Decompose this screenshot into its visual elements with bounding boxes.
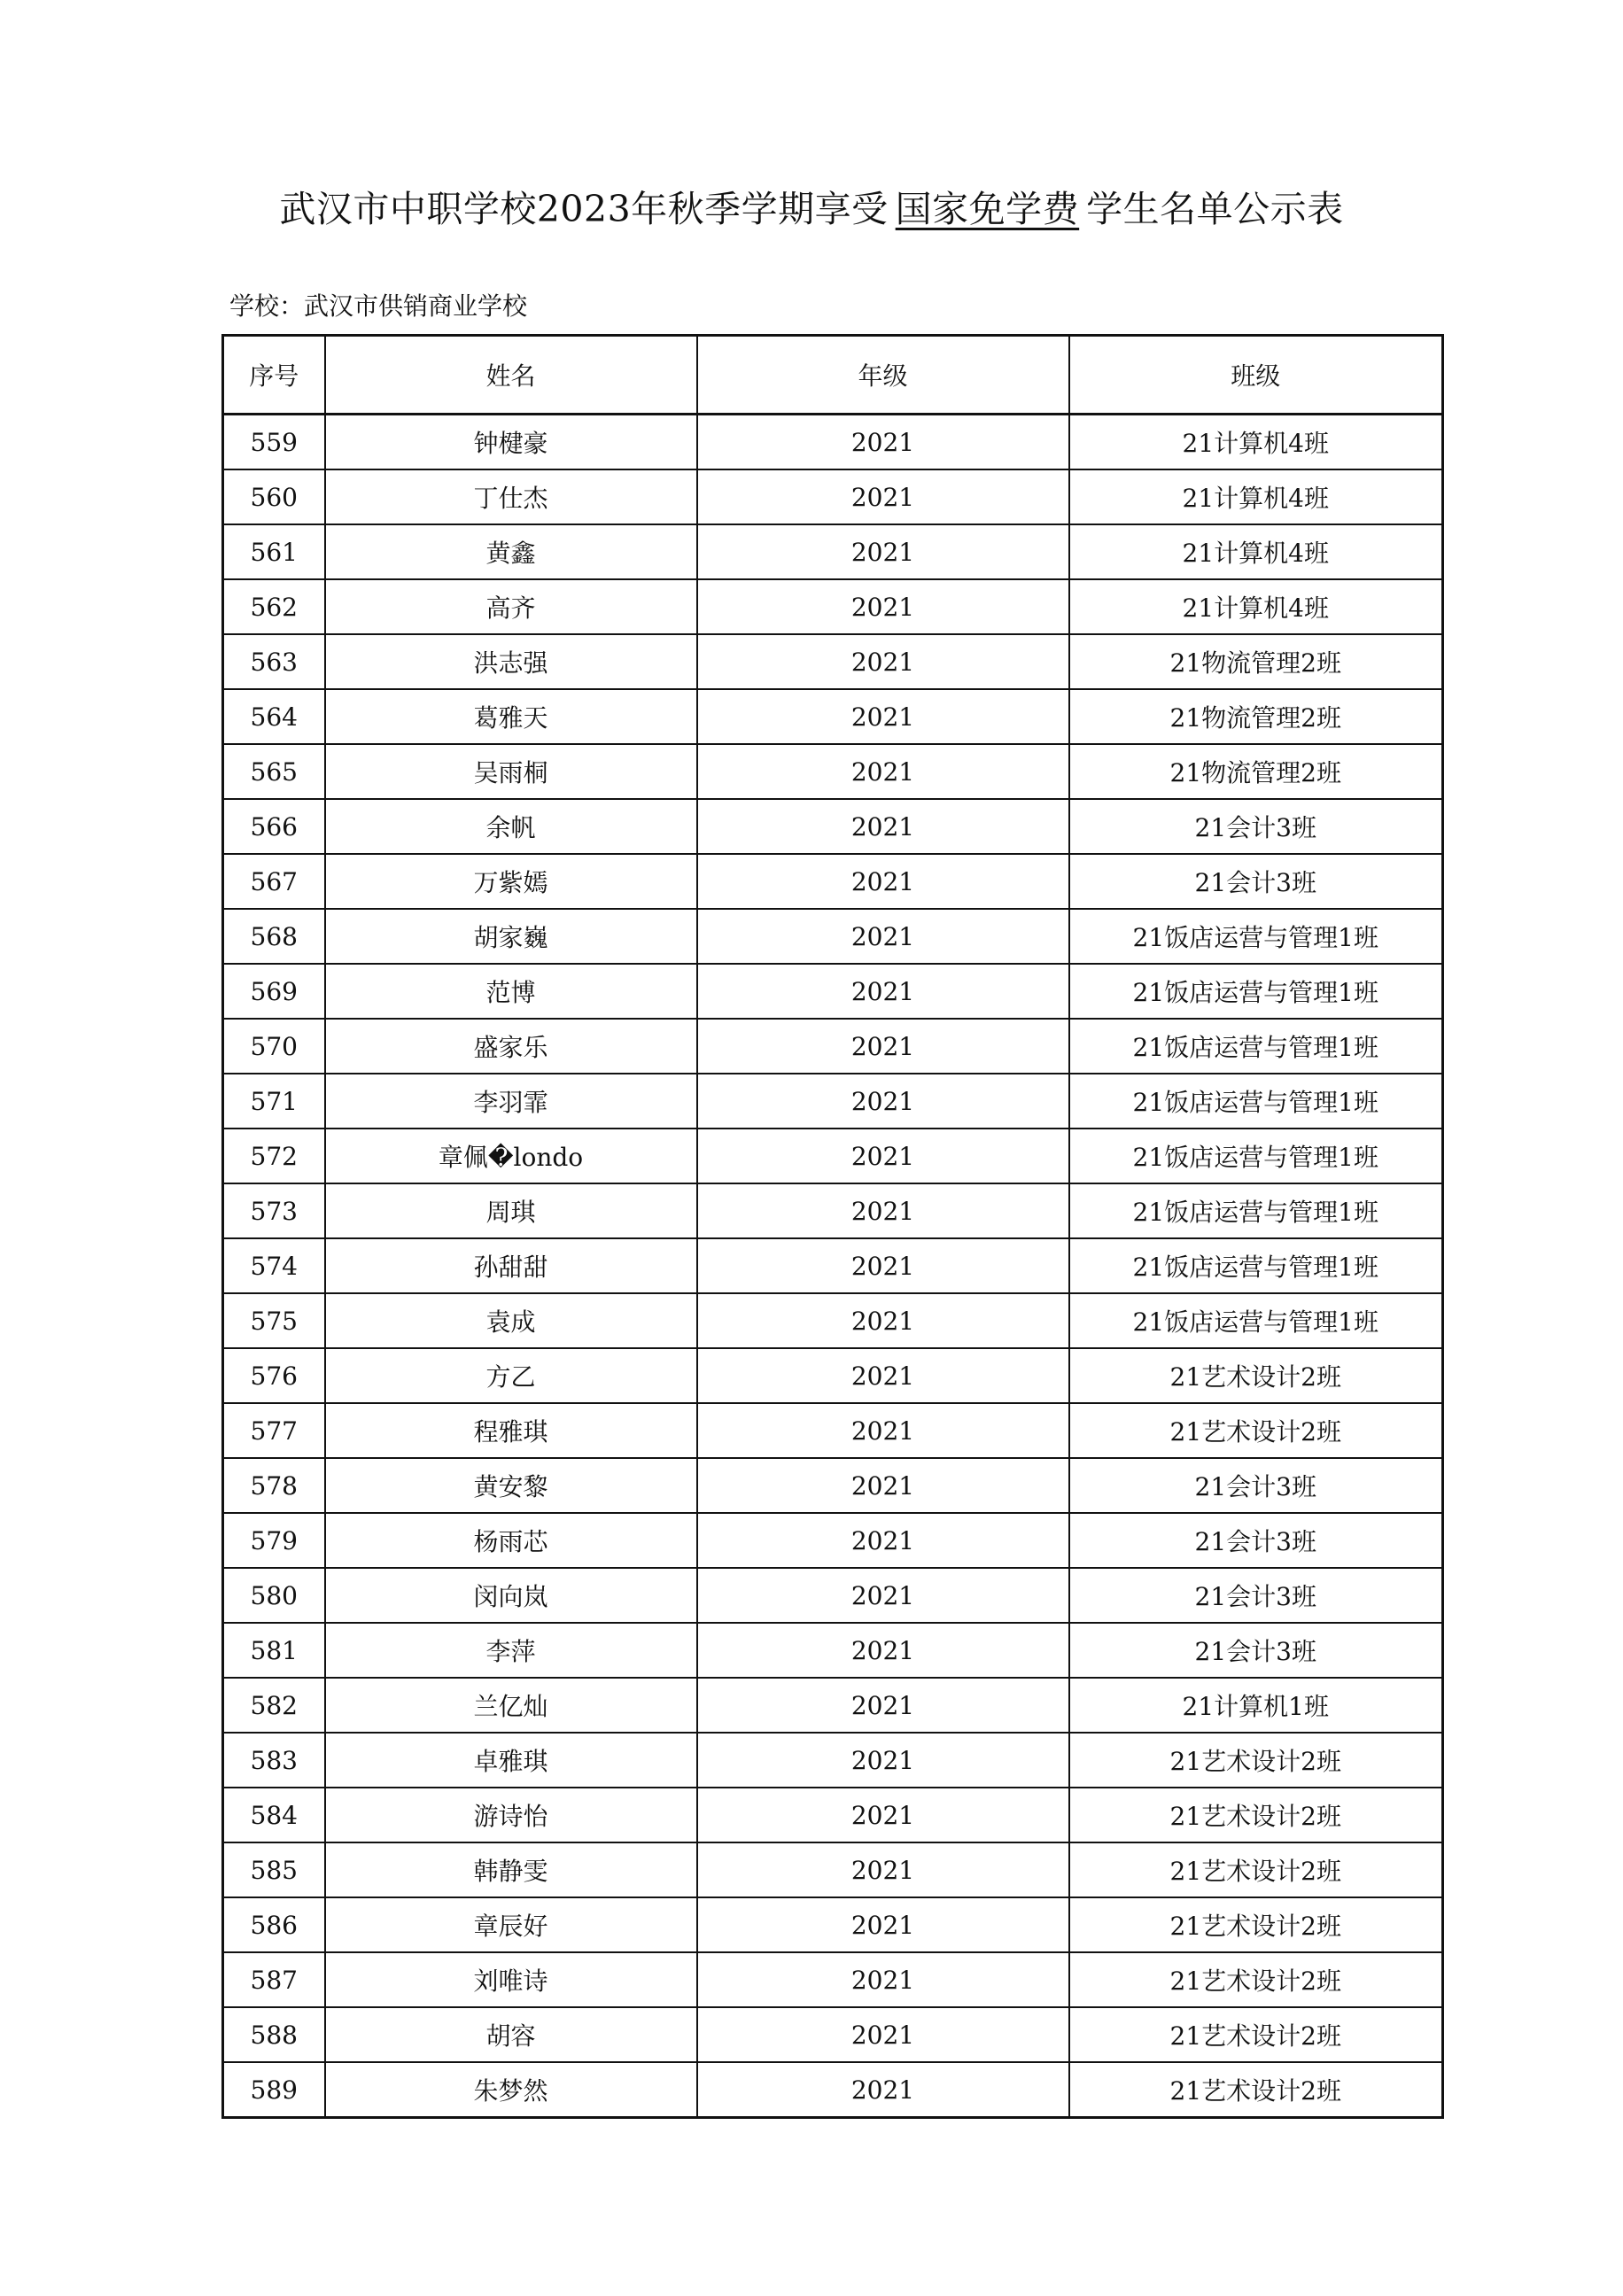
table-row <box>223 1019 1443 1074</box>
header-grade: 年级 <box>697 336 1069 415</box>
table-row <box>223 689 1443 744</box>
cell-student-name: 孙甜甜 <box>325 1238 697 1293</box>
cell-student-name: 李羽霏 <box>325 1074 697 1129</box>
cell-index: 572 <box>223 1129 325 1183</box>
cell-student-name: 钟楗豪 <box>325 415 697 470</box>
cell-index: 575 <box>223 1293 325 1348</box>
cell-index: 568 <box>223 909 325 964</box>
cell-student-name: 韩静雯 <box>325 1842 697 1897</box>
cell-grade: 2021 <box>697 964 1069 1019</box>
cell-grade: 2021 <box>697 1568 1069 1623</box>
cell-student-name: 朱梦然 <box>325 2062 697 2118</box>
cell-grade: 2021 <box>697 1129 1069 1183</box>
cell-student-name: 洪志强 <box>325 634 697 689</box>
cell-grade: 2021 <box>697 1019 1069 1074</box>
cell-grade: 2021 <box>697 2062 1069 2118</box>
cell-student-name: 黄鑫 <box>325 524 697 579</box>
cell-class: 21计算机1班 <box>1069 1678 1443 1733</box>
table-row <box>223 1842 1443 1897</box>
cell-index: 585 <box>223 1842 325 1897</box>
cell-student-name: 袁成 <box>325 1293 697 1348</box>
cell-grade: 2021 <box>697 1842 1069 1897</box>
cell-index: 559 <box>223 415 325 470</box>
cell-index: 561 <box>223 524 325 579</box>
cell-student-name: 丁仕杰 <box>325 469 697 524</box>
cell-index: 589 <box>223 2062 325 2118</box>
cell-index: 582 <box>223 1678 325 1733</box>
cell-grade: 2021 <box>697 1074 1069 1129</box>
table-row <box>223 1129 1443 1183</box>
cell-grade: 2021 <box>697 1952 1069 2007</box>
document-title <box>0 184 1623 234</box>
table-row <box>223 909 1443 964</box>
cell-grade: 2021 <box>697 469 1069 524</box>
cell-class: 21会计3班 <box>1069 1513 1443 1568</box>
cell-index: 577 <box>223 1403 325 1458</box>
school-name-line: 学校：武汉市供销商业学校 <box>229 291 528 321</box>
student-roster-table <box>221 334 1444 2119</box>
cell-student-name: 章佩�londo <box>325 1129 697 1183</box>
cell-index: 573 <box>223 1183 325 1238</box>
cell-student-name: 高齐 <box>325 579 697 634</box>
cell-student-name: 范博 <box>325 964 697 1019</box>
cell-class: 21饭店运营与管理1班 <box>1069 909 1443 964</box>
cell-index: 563 <box>223 634 325 689</box>
cell-grade: 2021 <box>697 1403 1069 1458</box>
cell-grade: 2021 <box>697 1788 1069 1842</box>
cell-index: 584 <box>223 1788 325 1842</box>
cell-grade: 2021 <box>697 415 1069 470</box>
cell-grade: 2021 <box>697 1238 1069 1293</box>
cell-class: 21会计3班 <box>1069 1623 1443 1678</box>
cell-index: 571 <box>223 1074 325 1129</box>
table-row <box>223 1458 1443 1513</box>
table-row <box>223 1623 1443 1678</box>
cell-grade: 2021 <box>697 1183 1069 1238</box>
table-row <box>223 1074 1443 1129</box>
cell-class: 21饭店运营与管理1班 <box>1069 1074 1443 1129</box>
table-row <box>223 415 1443 470</box>
cell-student-name: 黄安黎 <box>325 1458 697 1513</box>
cell-student-name: 游诗怡 <box>325 1788 697 1842</box>
table-row <box>223 1952 1443 2007</box>
cell-index: 588 <box>223 2007 325 2062</box>
cell-index: 567 <box>223 854 325 909</box>
header-class: 班级 <box>1069 336 1443 415</box>
cell-class: 21饭店运营与管理1班 <box>1069 1238 1443 1293</box>
cell-grade: 2021 <box>697 634 1069 689</box>
table-row <box>223 1183 1443 1238</box>
cell-grade: 2021 <box>697 579 1069 634</box>
cell-student-name: 刘唯诗 <box>325 1952 697 2007</box>
cell-student-name: 李萍 <box>325 1623 697 1678</box>
cell-class: 21饭店运营与管理1班 <box>1069 1129 1443 1183</box>
header-index: 序号 <box>223 336 325 415</box>
cell-index: 560 <box>223 469 325 524</box>
cell-index: 565 <box>223 744 325 799</box>
cell-class: 21会计3班 <box>1069 799 1443 854</box>
cell-class: 21艺术设计2班 <box>1069 1403 1443 1458</box>
cell-index: 586 <box>223 1897 325 1952</box>
cell-student-name: 闵向岚 <box>325 1568 697 1623</box>
table-row <box>223 634 1443 689</box>
table-row <box>223 1513 1443 1568</box>
cell-class: 21艺术设计2班 <box>1069 1788 1443 1842</box>
table-row <box>223 854 1443 909</box>
table-row <box>223 964 1443 1019</box>
cell-class: 21计算机4班 <box>1069 524 1443 579</box>
table-row <box>223 1403 1443 1458</box>
cell-class: 21艺术设计2班 <box>1069 1733 1443 1788</box>
cell-grade: 2021 <box>697 524 1069 579</box>
cell-class: 21艺术设计2班 <box>1069 1348 1443 1403</box>
cell-class: 21饭店运营与管理1班 <box>1069 1019 1443 1074</box>
cell-class: 21会计3班 <box>1069 1568 1443 1623</box>
cell-student-name: 万紫嫣 <box>325 854 697 909</box>
cell-student-name: 余帆 <box>325 799 697 854</box>
cell-student-name: 胡容 <box>325 2007 697 2062</box>
table-row <box>223 744 1443 799</box>
title-suffix: 学生名单公示表 <box>1086 188 1344 230</box>
title-fill-in: 国家免学费 <box>895 188 1080 230</box>
cell-class: 21计算机4班 <box>1069 415 1443 470</box>
cell-grade: 2021 <box>697 744 1069 799</box>
cell-student-name: 章辰好 <box>325 1897 697 1952</box>
cell-student-name: 周琪 <box>325 1183 697 1238</box>
cell-student-name: 兰亿灿 <box>325 1678 697 1733</box>
cell-index: 574 <box>223 1238 325 1293</box>
cell-index: 569 <box>223 964 325 1019</box>
table-row <box>223 2062 1443 2118</box>
cell-grade: 2021 <box>697 2007 1069 2062</box>
cell-grade: 2021 <box>697 1513 1069 1568</box>
table-row <box>223 799 1443 854</box>
table-row <box>223 2007 1443 2062</box>
cell-class: 21计算机4班 <box>1069 469 1443 524</box>
table-row <box>223 1733 1443 1788</box>
cell-index: 581 <box>223 1623 325 1678</box>
cell-student-name: 吴雨桐 <box>325 744 697 799</box>
cell-index: 579 <box>223 1513 325 1568</box>
cell-grade: 2021 <box>697 909 1069 964</box>
cell-student-name: 卓雅琪 <box>325 1733 697 1788</box>
cell-class: 21艺术设计2班 <box>1069 1897 1443 1952</box>
cell-index: 583 <box>223 1733 325 1788</box>
table-row <box>223 1788 1443 1842</box>
cell-class: 21艺术设计2班 <box>1069 1842 1443 1897</box>
cell-grade: 2021 <box>697 1623 1069 1678</box>
cell-index: 562 <box>223 579 325 634</box>
cell-class: 21会计3班 <box>1069 1458 1443 1513</box>
cell-grade: 2021 <box>697 1733 1069 1788</box>
cell-index: 587 <box>223 1952 325 2007</box>
cell-student-name: 程雅琪 <box>325 1403 697 1458</box>
cell-index: 580 <box>223 1568 325 1623</box>
cell-grade: 2021 <box>697 1458 1069 1513</box>
cell-index: 578 <box>223 1458 325 1513</box>
cell-index: 570 <box>223 1019 325 1074</box>
cell-grade: 2021 <box>697 1348 1069 1403</box>
cell-grade: 2021 <box>697 1293 1069 1348</box>
cell-class: 21物流管理2班 <box>1069 689 1443 744</box>
cell-class: 21物流管理2班 <box>1069 634 1443 689</box>
title-prefix: 武汉市中职学校2023年秋季学期享受 <box>279 188 889 230</box>
table-row <box>223 1348 1443 1403</box>
table-row <box>223 1293 1443 1348</box>
table-row <box>223 579 1443 634</box>
cell-class: 21艺术设计2班 <box>1069 1952 1443 2007</box>
cell-grade: 2021 <box>697 1897 1069 1952</box>
cell-index: 576 <box>223 1348 325 1403</box>
table-row <box>223 524 1443 579</box>
cell-index: 566 <box>223 799 325 854</box>
cell-grade: 2021 <box>697 854 1069 909</box>
header-name: 姓名 <box>325 336 697 415</box>
table-row <box>223 469 1443 524</box>
table-row <box>223 1897 1443 1952</box>
cell-student-name: 胡家巍 <box>325 909 697 964</box>
cell-class: 21饭店运营与管理1班 <box>1069 1293 1443 1348</box>
cell-student-name: 葛雅天 <box>325 689 697 744</box>
cell-class: 21物流管理2班 <box>1069 744 1443 799</box>
cell-student-name: 盛家乐 <box>325 1019 697 1074</box>
table-row <box>223 1568 1443 1623</box>
cell-index: 564 <box>223 689 325 744</box>
table-header-row <box>223 336 1443 415</box>
cell-class: 21艺术设计2班 <box>1069 2007 1443 2062</box>
table-row <box>223 1238 1443 1293</box>
table-row <box>223 1678 1443 1733</box>
cell-class: 21饭店运营与管理1班 <box>1069 1183 1443 1238</box>
cell-grade: 2021 <box>697 799 1069 854</box>
cell-class: 21会计3班 <box>1069 854 1443 909</box>
cell-student-name: 方乙 <box>325 1348 697 1403</box>
table-body <box>223 415 1443 2118</box>
cell-class: 21艺术设计2班 <box>1069 2062 1443 2118</box>
cell-class: 21饭店运营与管理1班 <box>1069 964 1443 1019</box>
cell-grade: 2021 <box>697 689 1069 744</box>
cell-grade: 2021 <box>697 1678 1069 1733</box>
cell-class: 21计算机4班 <box>1069 579 1443 634</box>
cell-student-name: 杨雨芯 <box>325 1513 697 1568</box>
